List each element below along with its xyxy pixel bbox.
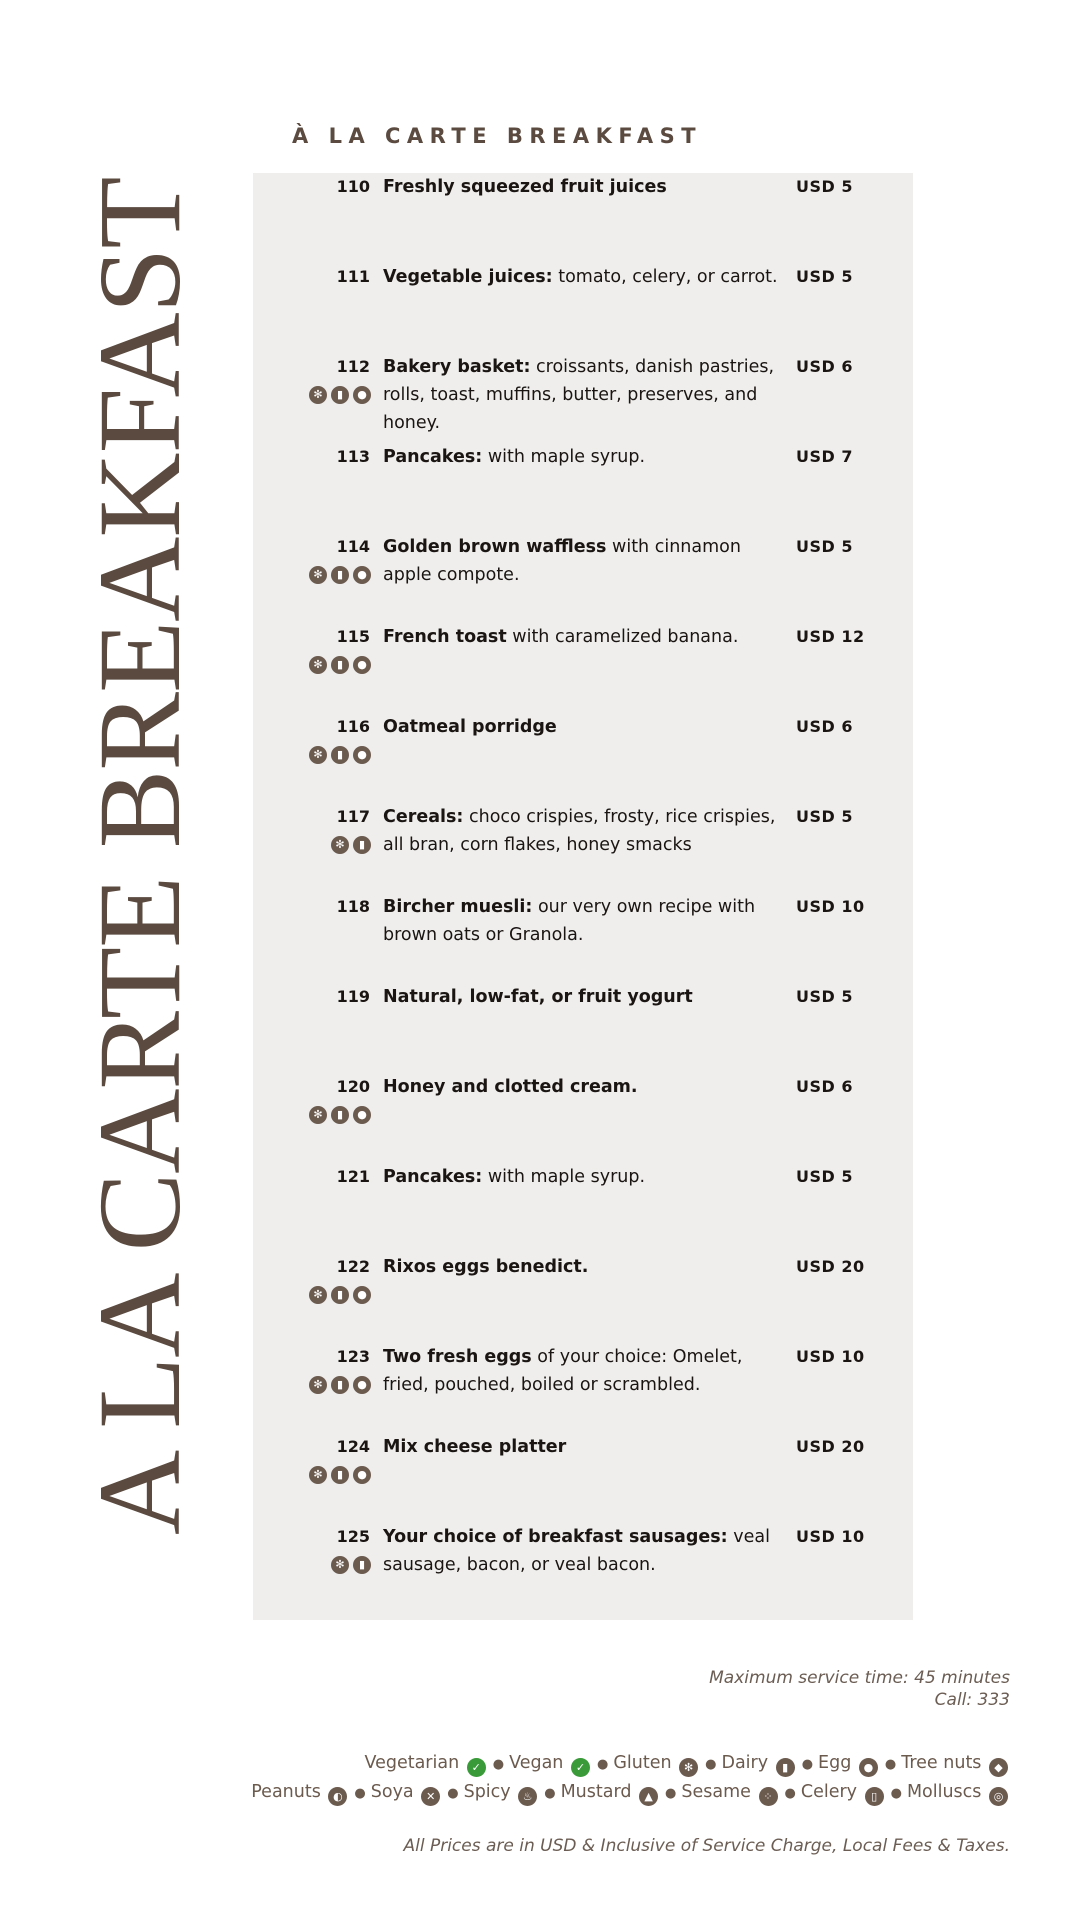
item-price: USD 5 [796, 177, 853, 196]
legend-label: Egg [818, 1753, 852, 1773]
egg-icon: ● [353, 1376, 371, 1394]
gluten-icon: ✻ [309, 1286, 327, 1304]
item-number: 124 [336, 1437, 370, 1456]
item-price: USD 20 [796, 1257, 865, 1276]
allergen-icons [309, 386, 371, 404]
allergen-icons [309, 1286, 371, 1304]
legend-label: Peanuts [251, 1782, 321, 1802]
legend-label: Sesame [681, 1782, 751, 1802]
item-details: with cinnamon apple compote. [383, 537, 741, 585]
item-description [383, 1343, 783, 1399]
item-number: 123 [336, 1347, 370, 1366]
gluten-icon: ✻ [309, 1466, 327, 1484]
item-name: Cereals: [383, 807, 464, 827]
legend-label: Mustard [560, 1782, 632, 1802]
allergen-icons [331, 1556, 371, 1574]
item-number: 110 [336, 177, 370, 196]
item-name: Bircher muesli: [383, 897, 533, 917]
gluten-icon: ✻ [331, 836, 349, 854]
legend-separator: ● [784, 1786, 796, 1801]
legend-label: Molluscs [906, 1782, 982, 1802]
allergen-icons [309, 566, 371, 584]
gluten-icon: ✻ [309, 566, 327, 584]
item-description [383, 983, 783, 1011]
item-name: Natural, low-fat, or fruit yogurt [383, 987, 693, 1007]
sesame-icon: ⁘ [759, 1787, 778, 1806]
allergen-icons [309, 656, 371, 674]
dairy-icon: ▮ [331, 746, 349, 764]
item-price: USD 10 [796, 1347, 865, 1366]
dairy-icon: ▮ [331, 656, 349, 674]
item-name: Pancakes: [383, 447, 483, 467]
legend-separator: ● [884, 1757, 897, 1772]
gluten-icon: ✻ [309, 746, 327, 764]
dairy-icon: ▮ [353, 1556, 371, 1574]
menu-item [253, 173, 913, 253]
legend-label: Gluten [613, 1753, 672, 1773]
item-name: Golden brown waffless [383, 537, 607, 557]
legend-separator: ● [544, 1786, 556, 1801]
legend-label: Vegan [509, 1753, 564, 1773]
item-name: Mix cheese platter [383, 1437, 567, 1457]
item-price: USD 6 [796, 717, 853, 736]
menu-item [253, 893, 913, 973]
tree-nuts-icon: ◆ [989, 1758, 1008, 1777]
vertical-title: A LA CARTE BREAKFAST [74, 177, 205, 1535]
dairy-icon: ▮ [331, 566, 349, 584]
item-price: USD 10 [796, 897, 865, 916]
molluscs-icon: ◎ [989, 1787, 1008, 1806]
dairy-icon: ▮ [353, 836, 371, 854]
item-price: USD 5 [796, 267, 853, 286]
dairy-icon: ▮ [331, 386, 349, 404]
item-number: 119 [336, 987, 370, 1006]
gluten-icon: ✻ [309, 1376, 327, 1394]
menu-item [253, 443, 913, 523]
allergen-legend-line-2 [251, 1782, 1010, 1806]
item-price: USD 10 [796, 1527, 865, 1546]
allergen-icons [309, 1376, 371, 1394]
item-number: 111 [336, 267, 370, 286]
legend-label: Vegetarian [364, 1753, 460, 1773]
mustard-icon: ▲ [639, 1787, 658, 1806]
item-details: of your choice: Omelet, fried, pouched, boiled or scrambled. [383, 1347, 743, 1395]
menu-item [253, 713, 913, 793]
service-time: Maximum service time: 45 minutes [709, 1668, 1010, 1688]
menu-item [253, 623, 913, 703]
item-description [383, 713, 783, 741]
item-details: choco crispies, frosty, rice crispies, all bran, corn flakes, honey smacks [383, 807, 776, 855]
gluten-icon: ✻ [309, 386, 327, 404]
menu-item [253, 533, 913, 613]
legend-separator: ● [447, 1786, 459, 1801]
soya-icon: ✕ [421, 1787, 440, 1806]
legend-separator: ● [665, 1786, 677, 1801]
allergen-legend-line-1 [364, 1753, 1010, 1777]
item-description [383, 533, 783, 589]
item-number: 115 [336, 627, 370, 646]
item-number: 117 [336, 807, 370, 826]
legend-label: Celery [800, 1782, 858, 1802]
item-price: USD 12 [796, 627, 865, 646]
menu-item [253, 1343, 913, 1423]
item-price: USD 5 [796, 1167, 853, 1186]
egg-icon: ● [353, 1286, 371, 1304]
legend-separator: ● [705, 1757, 717, 1772]
menu-item [253, 1163, 913, 1243]
gluten-icon: ✻ [309, 1106, 327, 1124]
menu-item [253, 983, 913, 1063]
item-description [383, 353, 783, 437]
item-name: Rixos eggs benedict. [383, 1257, 589, 1277]
item-details: with maple syrup. [482, 1167, 646, 1187]
dairy-icon: ▮ [331, 1376, 349, 1394]
item-name: Bakery basket: [383, 357, 531, 377]
legend-separator: ● [354, 1786, 366, 1801]
item-details: tomato, celery, or carrot. [552, 267, 778, 287]
item-number: 122 [336, 1257, 370, 1276]
gluten-icon: ✻ [309, 656, 327, 674]
item-number: 114 [336, 537, 370, 556]
menu-item [253, 353, 913, 433]
item-name: Vegetable juices: [383, 267, 553, 287]
legend-separator: ● [801, 1757, 814, 1772]
item-description [383, 263, 783, 291]
legend-separator: ● [596, 1757, 609, 1772]
item-description [383, 173, 783, 201]
item-price: USD 7 [796, 447, 853, 466]
item-number: 125 [336, 1527, 370, 1546]
item-price: USD 5 [796, 537, 853, 556]
call-number: Call: 333 [934, 1690, 1010, 1710]
item-description [383, 623, 783, 651]
egg-icon: ● [353, 566, 371, 584]
item-description [383, 1073, 783, 1101]
dairy-icon: ▮ [776, 1758, 795, 1777]
peanuts-icon: ◐ [328, 1787, 347, 1806]
item-number: 121 [336, 1167, 370, 1186]
item-name: Oatmeal porridge [383, 717, 557, 737]
item-details: with maple syrup. [482, 447, 646, 467]
menu-panel [253, 173, 913, 1620]
celery-icon: ▯ [865, 1787, 884, 1806]
item-number: 116 [336, 717, 370, 736]
section-heading: À LA CARTE BREAKFAST [292, 124, 703, 148]
allergen-icons [309, 1106, 371, 1124]
item-description [383, 1163, 783, 1191]
item-price: USD 6 [796, 357, 853, 376]
item-description [383, 1253, 783, 1281]
legend-separator: ● [492, 1757, 505, 1772]
item-name: Two fresh eggs [383, 1347, 532, 1367]
egg-icon: ● [353, 746, 371, 764]
prices-note: All Prices are in USD & Inclusive of Service Charge, Local Fees & Taxes. [403, 1836, 1010, 1856]
item-name: Freshly squeezed fruit juices [383, 177, 667, 197]
item-number: 112 [336, 357, 370, 376]
item-number: 118 [336, 897, 370, 916]
legend-separator: ● [890, 1786, 902, 1801]
allergen-icons [309, 746, 371, 764]
dairy-icon: ▮ [331, 1466, 349, 1484]
egg-icon: ● [353, 656, 371, 674]
item-price: USD 20 [796, 1437, 865, 1456]
item-details: with caramelized banana. [506, 627, 739, 647]
legend-label: Soya [370, 1782, 414, 1802]
item-description [383, 1523, 783, 1579]
egg-icon: ● [353, 1106, 371, 1124]
dairy-icon: ▮ [331, 1286, 349, 1304]
legend-label: Tree nuts [901, 1753, 982, 1773]
menu-item [253, 1253, 913, 1333]
legend-label: Dairy [721, 1753, 769, 1773]
item-price: USD 5 [796, 987, 853, 1006]
vegan-icon: ✓ [571, 1758, 590, 1777]
item-details: croissants, danish pastries, rolls, toast, muffins, butter, preserves, and honey. [383, 357, 775, 433]
item-details: our very own recipe with brown oats or Granola. [383, 897, 756, 945]
item-description [383, 893, 783, 949]
item-description [383, 1433, 783, 1461]
allergen-icons [309, 1466, 371, 1484]
dairy-icon: ▮ [331, 1106, 349, 1124]
egg-icon: ● [353, 1466, 371, 1484]
menu-item [253, 1073, 913, 1153]
item-name: French toast [383, 627, 507, 647]
gluten-icon: ✻ [679, 1758, 698, 1777]
spicy-icon: ♨ [518, 1787, 537, 1806]
item-number: 120 [336, 1077, 370, 1096]
item-number: 113 [336, 447, 370, 466]
menu-item [253, 1433, 913, 1513]
item-description [383, 803, 783, 859]
item-name: Your choice of breakfast sausages: [383, 1527, 728, 1547]
menu-item [253, 1523, 913, 1603]
item-price: USD 6 [796, 1077, 853, 1096]
egg-icon: ● [859, 1758, 878, 1777]
menu-item [253, 263, 913, 343]
item-details: veal sausage, bacon, or veal bacon. [383, 1527, 770, 1575]
item-name: Pancakes: [383, 1167, 483, 1187]
legend-label: Spicy [463, 1782, 511, 1802]
gluten-icon: ✻ [331, 1556, 349, 1574]
item-price: USD 5 [796, 807, 853, 826]
egg-icon: ● [353, 386, 371, 404]
vegetarian-icon: ✓ [467, 1758, 486, 1777]
allergen-icons [331, 836, 371, 854]
item-name: Honey and clotted cream. [383, 1077, 638, 1097]
menu-item [253, 803, 913, 883]
item-description [383, 443, 783, 471]
